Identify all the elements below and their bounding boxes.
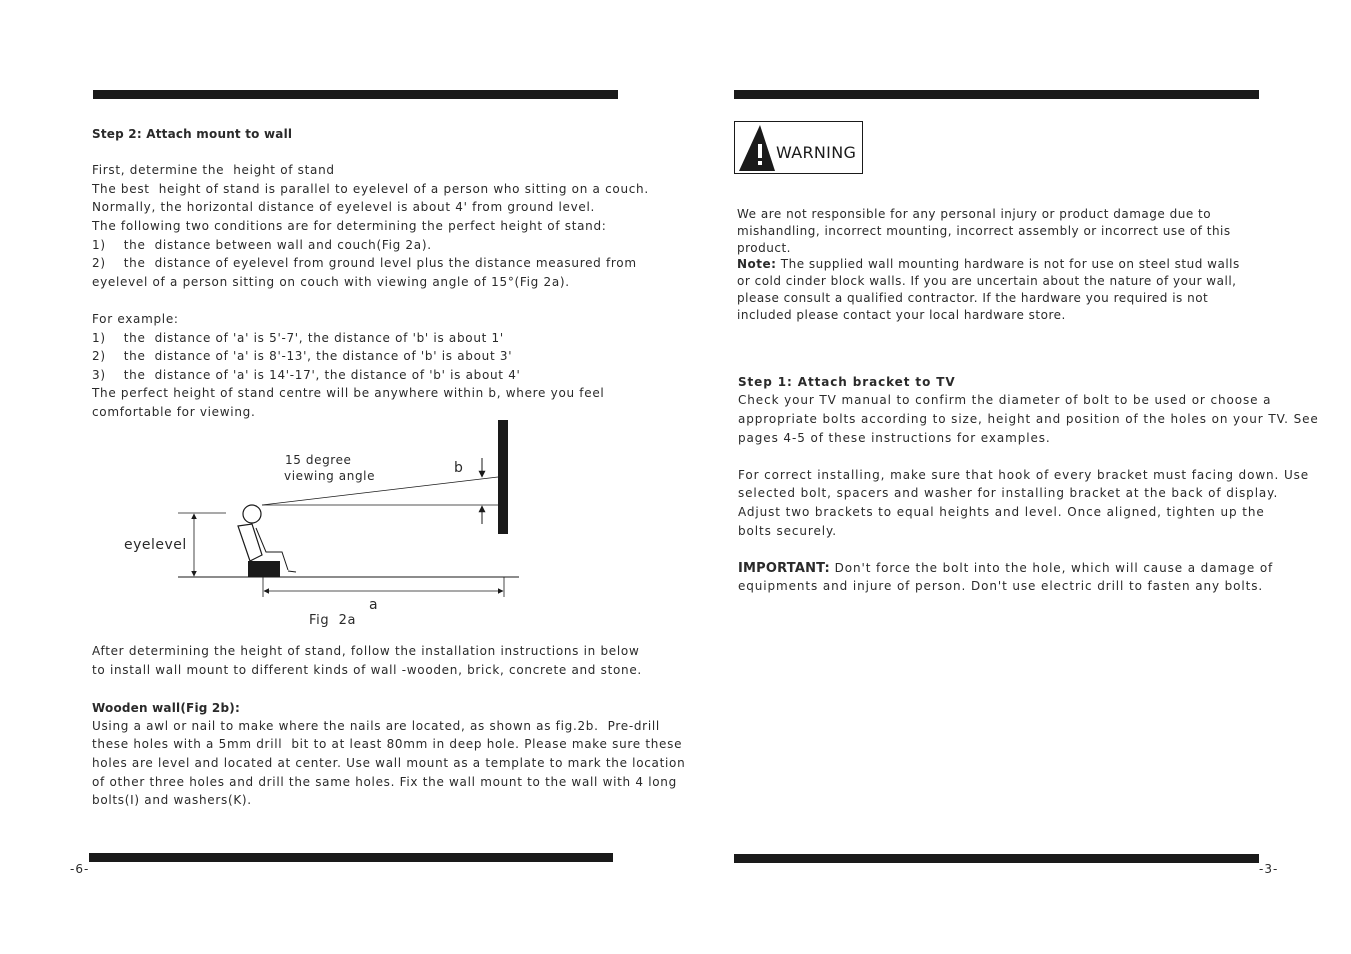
page-number-right: -3-: [1259, 862, 1279, 876]
intro-line: eyelevel of a person sitting on couch with viewing angle of 15°(Fig 2a).: [92, 275, 570, 289]
intro-line: First, determine the height of stand: [92, 163, 335, 177]
install-line: selected bolt, spacers and washer for installing bracket at the back of display.: [738, 486, 1279, 500]
label-a: a: [369, 597, 379, 613]
wooden-line: of other three holes and drill the same holes. Fix the wall mount to the wall with 4 long: [92, 775, 677, 789]
figure-caption: Fig 2a: [309, 613, 357, 628]
important-text: Don't force the bolt into the hole, which will cause a damage of: [829, 561, 1274, 575]
important-line: equipments and injure of person. Don't use electric drill to fasten any bolts.: [738, 579, 1264, 593]
example-line: 2) the distance of 'a' is 8'-13', the distance of 'b' is about 3': [92, 349, 513, 363]
wooden-line: these holes with a 5mm drill bit to at least 80mm in deep hole. Please make sure these: [92, 737, 683, 751]
wooden-title: Wooden wall(Fig 2b):: [92, 701, 240, 715]
install-line: For correct installing, make sure that hook of every bracket must facing down. Use: [738, 468, 1310, 482]
angle-label: viewing angle: [284, 469, 376, 483]
install-line: bolts securely.: [738, 524, 837, 538]
important-label: IMPORTANT:: [738, 561, 830, 576]
example-line: comfortable for viewing.: [92, 405, 256, 419]
warning-triangle-icon: [738, 124, 776, 172]
intro-line: Normally, the horizontal distance of eyelevel is about 4' from ground level.: [92, 200, 596, 214]
label-eyelevel: eyelevel: [124, 537, 187, 553]
step1-line: appropriate bolts according to size, height and position of the holes on your TV. See: [738, 412, 1319, 426]
step1-line: pages 4-5 of these instructions for examples.: [738, 431, 1051, 445]
example-line: For example:: [92, 312, 179, 326]
warning-box: [734, 121, 863, 174]
step1-title: Step 1: Attach bracket to TV: [738, 375, 956, 389]
tv-wall: [498, 420, 508, 534]
after-line: After determining the height of stand, follow the installation instructions in below: [92, 644, 640, 658]
step2-title: Step 2: Attach mount to wall: [92, 127, 293, 141]
important-line: [738, 559, 1273, 579]
step1-line: Check your TV manual to confirm the diameter of bolt to be used or choose a: [738, 393, 1272, 407]
note-label: Note:: [737, 257, 777, 271]
intro-line: The following two conditions are for determining the perfect height of stand:: [92, 219, 607, 233]
install-line: Adjust two brackets to equal heights and level. Once aligned, tighten up the: [738, 505, 1265, 519]
after-line: to install wall mount to different kinds of wall -wooden, brick, concrete and stone.: [92, 663, 642, 677]
intro-line: 1) the distance between wall and couch(Fig 2a).: [92, 238, 432, 252]
note-paragraph: [737, 256, 1255, 324]
wooden-line: Using a awl or nail to make where the nails are located, as shown as fig.2b. Pre-drill: [92, 719, 660, 733]
intro-line: The best height of stand is parallel to eyelevel of a person who sitting on a couch.: [92, 182, 649, 196]
example-line: 1) the distance of 'a' is 5'-7', the distance of 'b' is about 1': [92, 331, 504, 345]
example-line: 3) the distance of 'a' is 14'-17', the distance of 'b' is about 4': [92, 368, 521, 382]
warning-label: WARNING: [776, 143, 857, 162]
label-b: b: [454, 460, 464, 476]
angle-label: 15 degree: [285, 453, 352, 467]
note-text: The supplied wall mounting hardware is not for use on steel stud walls or cold cinder block walls. If you are uncertain about the nature of your wall, please consult a qualified contractor. If the hardware you required is not included please contact your local hardware store.: [737, 257, 1240, 322]
wooden-line: holes are level and located at center. Use wall mount as a template to mark the location: [92, 756, 686, 770]
page-number-left: -6-: [70, 862, 90, 876]
disclaimer: We are not responsible for any personal injury or product damage due to mishandling, incorrect mounting, incorrect assembly or incorrect use of this product.: [737, 207, 1231, 255]
seated-person-figure: [238, 505, 296, 577]
wooden-line: bolts(I) and washers(K).: [92, 793, 252, 807]
example-line: The perfect height of stand centre will be anywhere within b, where you feel: [92, 386, 605, 400]
intro-line: 2) the distance of eyelevel from ground level plus the distance measured from: [92, 256, 637, 270]
